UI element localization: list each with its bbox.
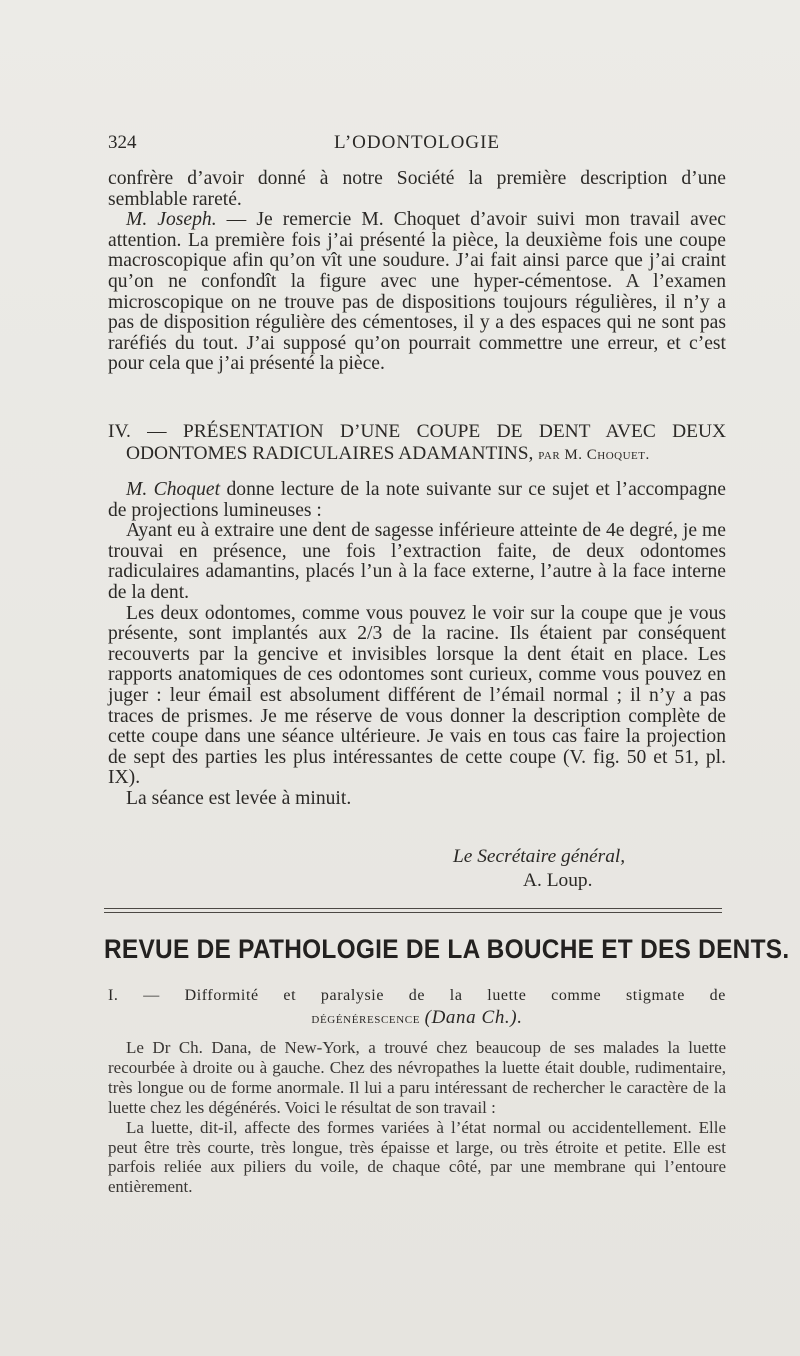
revue-title: REVUE DE PATHOLOGIE DE LA BOUCHE ET DES DENTS.: [104, 934, 790, 964]
revue-article-heading: [108, 985, 726, 1030]
section-heading-title: ODONTOMES RADICULAIRES ADAMANTINS,: [126, 443, 534, 464]
choquet-intro: [108, 480, 726, 521]
speaker-joseph: M. Joseph.: [126, 209, 217, 231]
joseph-paragraph: [108, 210, 726, 375]
speaker-choquet: M. Choquet: [126, 479, 221, 500]
revue-heading-line-1: I. — Difformité et paralysie de la luette comme stigmate de: [108, 987, 726, 1004]
signature-role: Le Secrétaire général,: [453, 846, 626, 867]
running-title: L’ODONTOLOGIE: [333, 132, 501, 153]
joseph-text: — Je remercie M. Choquet d’avoir suivi mon travail avec attention. La première fois j’ai présenté la pièce, la deuxième fois une coupe macroscopique afin qu’on vît une soudure. J’ai fait ainsi parce que j’ai craint qu’on ne confondît la figure avec une hyper-cémentose. A l’examen microscopique on ne trouve pas de dispositions toujours régulières, il n’y a pas de disposition régulière des cémentoses, il y a des espaces qui ne sont pas raréfiés du tout. J’ai supposé qu’on pourrait commettre une erreur, et c’est pour cela que j’ai présenté la pièce.: [108, 209, 726, 375]
revue-body: [108, 1038, 726, 1197]
signature-name: A. Loup.: [523, 870, 593, 891]
page-number: 324: [108, 132, 137, 153]
revue-paragraph-2: La luette, dit-il, affecte des formes variées à l’état normal ou accidentellement. Elle peut être très courte, très longue, très épaisse et large, ou très étroite et petite. Elle est parfois reliée aux piliers du voile, de chaque côté, par une membrane qui l’entoure entièrement.: [108, 1117, 726, 1197]
section-heading-line-1: IV. — PRÉSENTATION D’UNE COUPE DE DENT AVEC DEUX: [108, 421, 726, 442]
discussion-block: [108, 169, 726, 375]
divider-rule-top: [104, 908, 722, 909]
divider-rule-bottom: [104, 912, 722, 913]
revue-heading-term: dégénérescence: [311, 1010, 421, 1027]
revue-heading-reference: (Dana Ch.).: [424, 1007, 523, 1028]
closing-line: La séance est levée à minuit.: [126, 787, 352, 809]
choquet-block: [108, 480, 726, 810]
signature-block: [108, 845, 726, 893]
choquet-paragraph-2: Les deux odontomes, comme vous pouvez le voir sur la coupe que je vous présente, sont implantés aux 2/3 de la racine. Ils étaient par conséquent recouverts par la gencive et invisibles lorsque la dent était en place. Les rapports anatomiques de ces odontomes sont curieux, comme vous pouvez en juger : leur émail est absolument différent de l’émail normal ; il n’y a pas traces de prismes. Je me réserve de vous donner la description complète de cette coupe dans une séance ultérieure. Je vais en tous cas faire la projection de sept des parties les plus intéressantes de cette coupe (V. fig. 50 et 51, pl. IX).: [108, 602, 726, 789]
choquet-paragraph-1: Ayant eu à extraire une dent de sagesse inférieure atteinte de 4e degré, je me trouvai en présence, une fois l’extraction faite, de deux odontomes radiculaires adamantins, placés l’un à la face externe, l’autre à la face interne de la dent.: [108, 520, 726, 603]
revue-heading-line-2: [108, 1007, 726, 1030]
section-heading-iv: [108, 421, 726, 466]
section-heading-line-2: [108, 443, 726, 466]
choquet-intro-text: donne lecture de la note suivante sur ce sujet et l’accompagne de projections lumineuses :: [108, 479, 726, 521]
page-header: [108, 132, 726, 156]
section-heading-author: par M. Choquet.: [538, 447, 650, 463]
continuation-paragraph: confrère d’avoir donné à notre Société la première description d’une semblable rareté.: [108, 168, 726, 210]
revue-paragraph-1: Le Dr Ch. Dana, de New-York, a trouvé chez beaucoup de ses malades la luette recourbée à droite ou à gauche. Chez des névropathes la luette était double, rudimentaire, très longue ou de forme anormale. Il lui a paru intéressant de rechercher le caractère de la luette chez les dégénérés. Voici le résultat de son travail :: [108, 1038, 726, 1117]
